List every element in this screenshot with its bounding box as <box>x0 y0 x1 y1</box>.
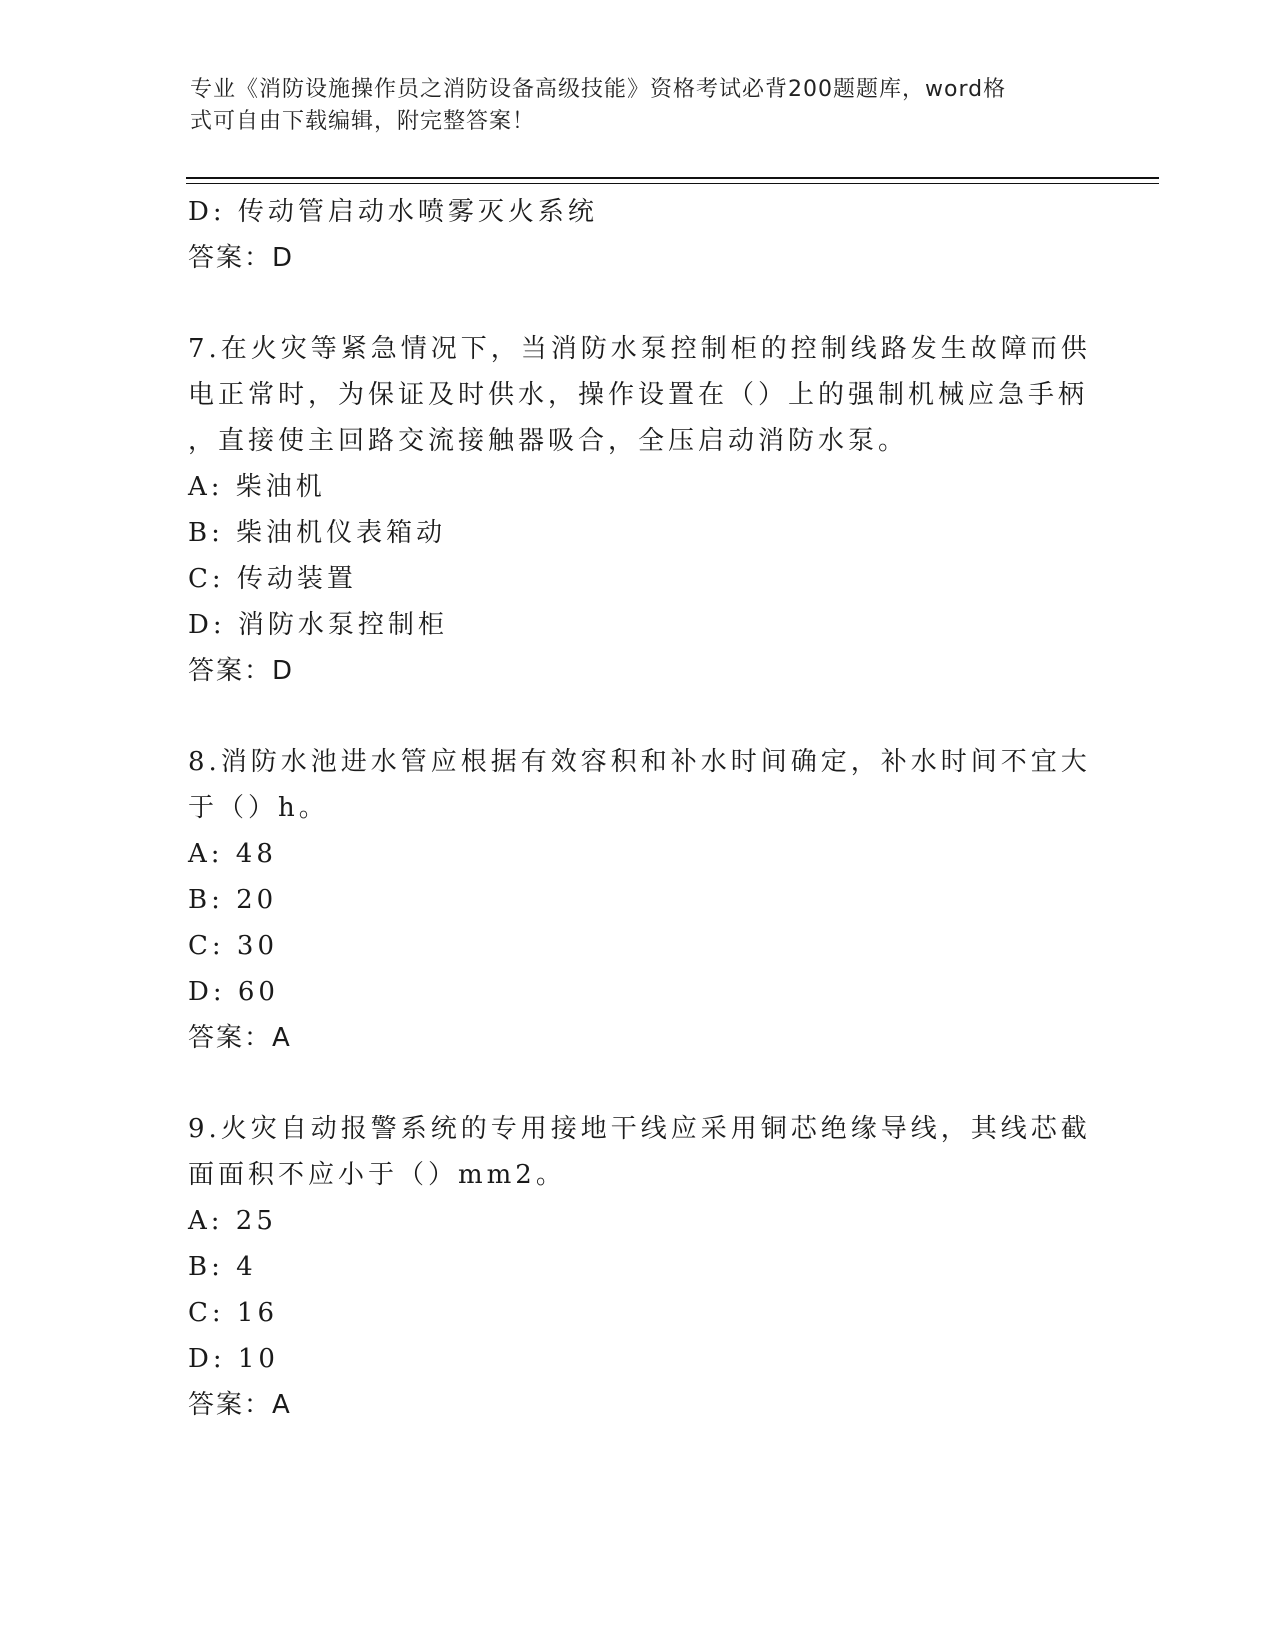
header-rule-thin <box>186 183 1159 184</box>
option-b: B: 4 <box>188 1252 257 1282</box>
question-content <box>188 189 1091 1428</box>
option-c: C: 16 <box>188 1298 279 1328</box>
answer-line: 答案：D <box>188 656 295 686</box>
option-a: A: 25 <box>188 1206 277 1236</box>
option-c: C: 传动装置 <box>188 564 357 594</box>
option-a: A: 柴油机 <box>188 472 326 502</box>
question-text-line: 9.火灾自动报警系统的专用接地干线应采用铜芯绝缘导线，其线芯截 <box>188 1114 1091 1144</box>
answer-line: 答案：D <box>188 243 295 273</box>
question-text-line: 电正常时，为保证及时供水，操作设置在（）上的强制机械应急手柄 <box>188 380 1089 410</box>
question-8 <box>188 739 1091 1061</box>
question-text-line: 7.在火灾等紧急情况下，当消防水泵控制柜的控制线路发生故障而供 <box>188 334 1091 364</box>
question-text-line: 8.消防水池进水管应根据有效容积和补水时间确定，补水时间不宜大 <box>188 747 1091 777</box>
question-text-line: 面面积不应小于（）mm2。 <box>188 1160 566 1190</box>
question-9 <box>188 1106 1091 1428</box>
header-line-2: 式可自由下载编辑，附完整答案！ <box>190 109 536 134</box>
header-rule-thick <box>186 177 1159 179</box>
option-b: B: 20 <box>188 885 278 915</box>
question-text-line: ，直接使主回路交流接触器吸合，全压启动消防水泵。 <box>188 426 909 456</box>
option-c: C: 30 <box>188 931 279 961</box>
option-d: D: 消防水泵控制柜 <box>188 610 448 640</box>
answer-line: 答案：A <box>188 1023 292 1053</box>
answer-line: 答案：A <box>188 1390 292 1420</box>
previous-question-fragment <box>188 189 1088 281</box>
option-b: B: 柴油机仪表箱动 <box>188 518 447 548</box>
question-text-line: 于（）h。 <box>188 793 329 823</box>
question-7 <box>188 326 1091 694</box>
document-header <box>190 74 1070 138</box>
header-line-1: 专业《消防设施操作员之消防设备高级技能》资格考试必背200题题库，word格 <box>190 77 1007 102</box>
option-d: D: 10 <box>188 1344 279 1374</box>
option-a: A: 48 <box>188 839 277 869</box>
option-d: D: 传动管启动水喷雾灭火系统 <box>188 197 598 227</box>
option-d: D: 60 <box>188 977 279 1007</box>
